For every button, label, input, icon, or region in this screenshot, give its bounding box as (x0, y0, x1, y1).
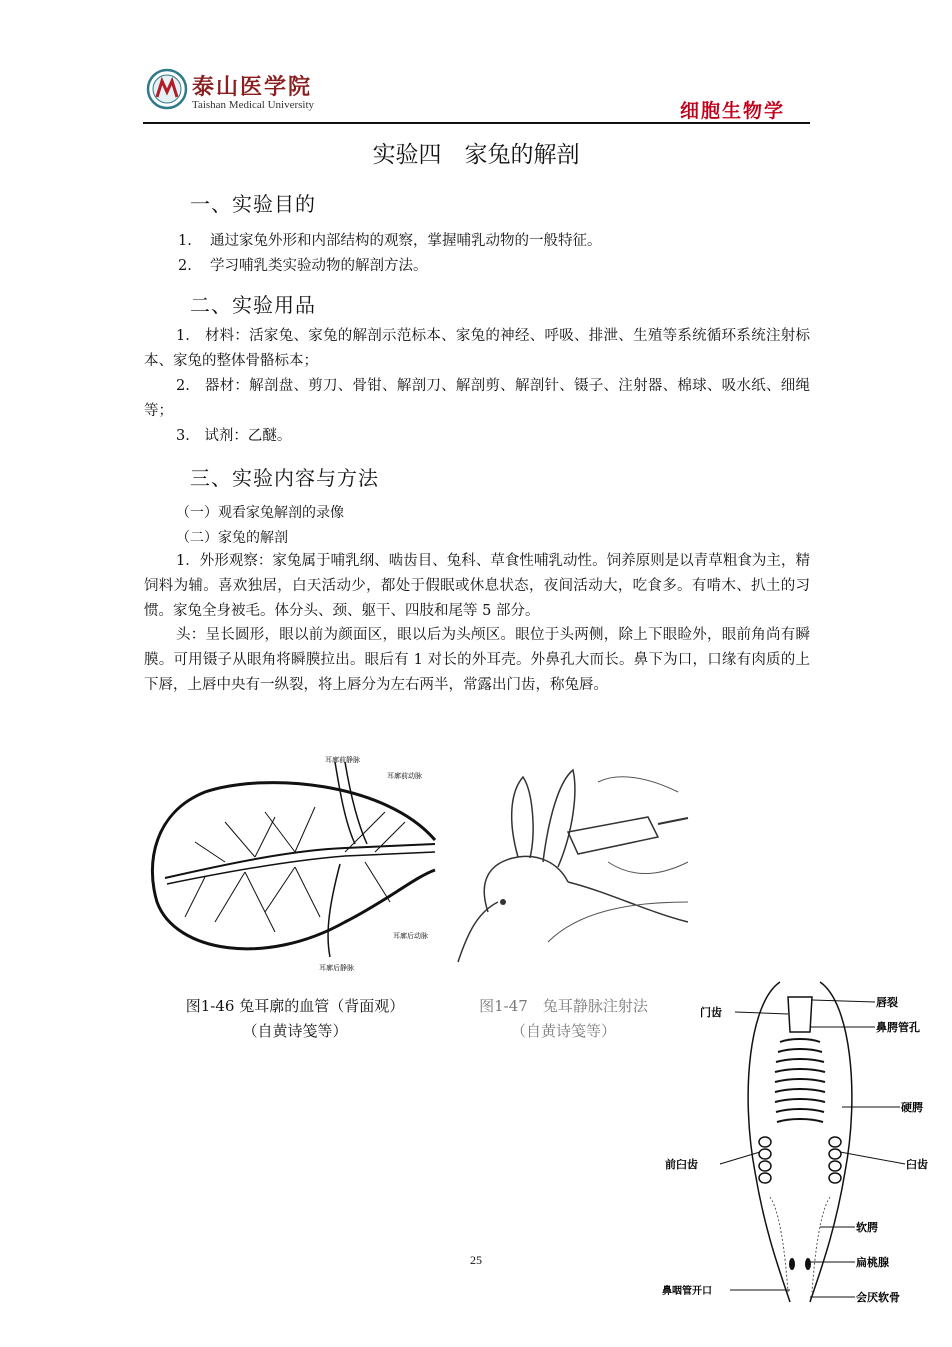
fig46-label: 耳廓后动脉 (393, 932, 428, 940)
fig48-label: 前臼齿 (665, 1158, 698, 1171)
paragraph: 2. 器材：解剖盘、剪刀、骨钳、解剖刀、解剖剪、解剖针、镊子、注射器、棉球、吸水纸、细绳等； (144, 378, 810, 419)
list-item: 2. 学习哺乳类实验动物的解剖方法。 (178, 258, 428, 274)
caption-source: （自黄诗笺等） (242, 1022, 348, 1040)
caption-text: 图1-46 兔耳廓的血管（背面观） (185, 997, 405, 1015)
figure-caption-source: （自黄诗笺等） (510, 1022, 616, 1040)
fig48-label: 门齿 (700, 1006, 722, 1019)
paragraph: 1. 材料：活家兔、家兔的解剖示范标本、家兔的神经、呼吸、排泄、生殖等系统循环系统注射标本、家兔的整体骨骼标本； (144, 328, 810, 369)
list-item: 1. 通过家兔外形和内部结构的观察，掌握哺乳动物的一般特征。 (178, 233, 602, 249)
figure-caption (160, 995, 430, 1041)
paragraph: 头：呈长圆形，眼以前为颜面区，眼以后为头颅区。眼位于头两侧，除上下眼睑外，眼前角尚有瞬膜。可用镊子从眼角将瞬膜拉出。眼后有 1 对长的外耳壳。外鼻孔大而长。鼻下为口，口缘有肉质的上下唇，上唇中央有一纵裂，将上唇分为左右两半，常露出门齿，称兔唇。 (144, 627, 810, 693)
subheading: （一）观看家兔解剖的录像 (176, 505, 344, 521)
figure-rabbit-injection (448, 762, 693, 972)
university-logo-icon (146, 68, 188, 110)
subheading: （二）家兔的解剖 (176, 530, 288, 546)
section-heading-purpose: 一、实验目的 (190, 192, 316, 216)
fig46-label: 耳廓后静脉 (319, 964, 354, 972)
fig48-label: 会厌软骨 (856, 1291, 900, 1304)
fig48-label: 鼻腭管孔 (876, 1021, 920, 1034)
page-number: 25 (470, 1253, 482, 1267)
fig48-label: 唇裂 (876, 996, 898, 1009)
page-title: 实验四 家兔的解剖 (372, 142, 580, 168)
fig48-label: 软腭 (856, 1221, 878, 1234)
fig48-label: 硬腭 (901, 1101, 923, 1114)
caption-text: 图1-47 兔耳静脉注射法 (479, 997, 648, 1015)
university-name-cn: 泰山医学院 (192, 74, 313, 100)
section-heading-materials: 二、实验用品 (190, 293, 316, 317)
university-name-en: Taishan Medical University (192, 99, 315, 111)
header-divider (143, 122, 810, 124)
paragraph: 3. 试剂：乙醚。 (176, 428, 292, 444)
section-heading-methods: 三、实验内容与方法 (190, 466, 379, 490)
fig48-label: 鼻咽管开口 (662, 1286, 712, 1297)
figure-ear-vessels (145, 752, 445, 977)
fig46-label: 耳廓前静脉 (325, 756, 360, 764)
fig48-label: 扁桃腺 (856, 1256, 889, 1269)
paragraph: 1．外形观察：家兔属于哺乳纲、啮齿目、兔科、草食性哺乳动性。饲养原则是以青草粗食为主，精饲料为辅。喜欢独居，白天活动少，都处于假眠或休息状态，夜间活动大，吃食多。有啃木、扒土的习惯。家兔全身被毛。体分头、颈、躯干、四肢和尾等 5 部分。 (144, 553, 810, 619)
fig48-label: 臼齿 (906, 1158, 928, 1171)
fig46-label: 耳廓前动脉 (387, 772, 422, 780)
course-title: 细胞生物学 (680, 100, 786, 122)
figure-caption (476, 995, 651, 1016)
